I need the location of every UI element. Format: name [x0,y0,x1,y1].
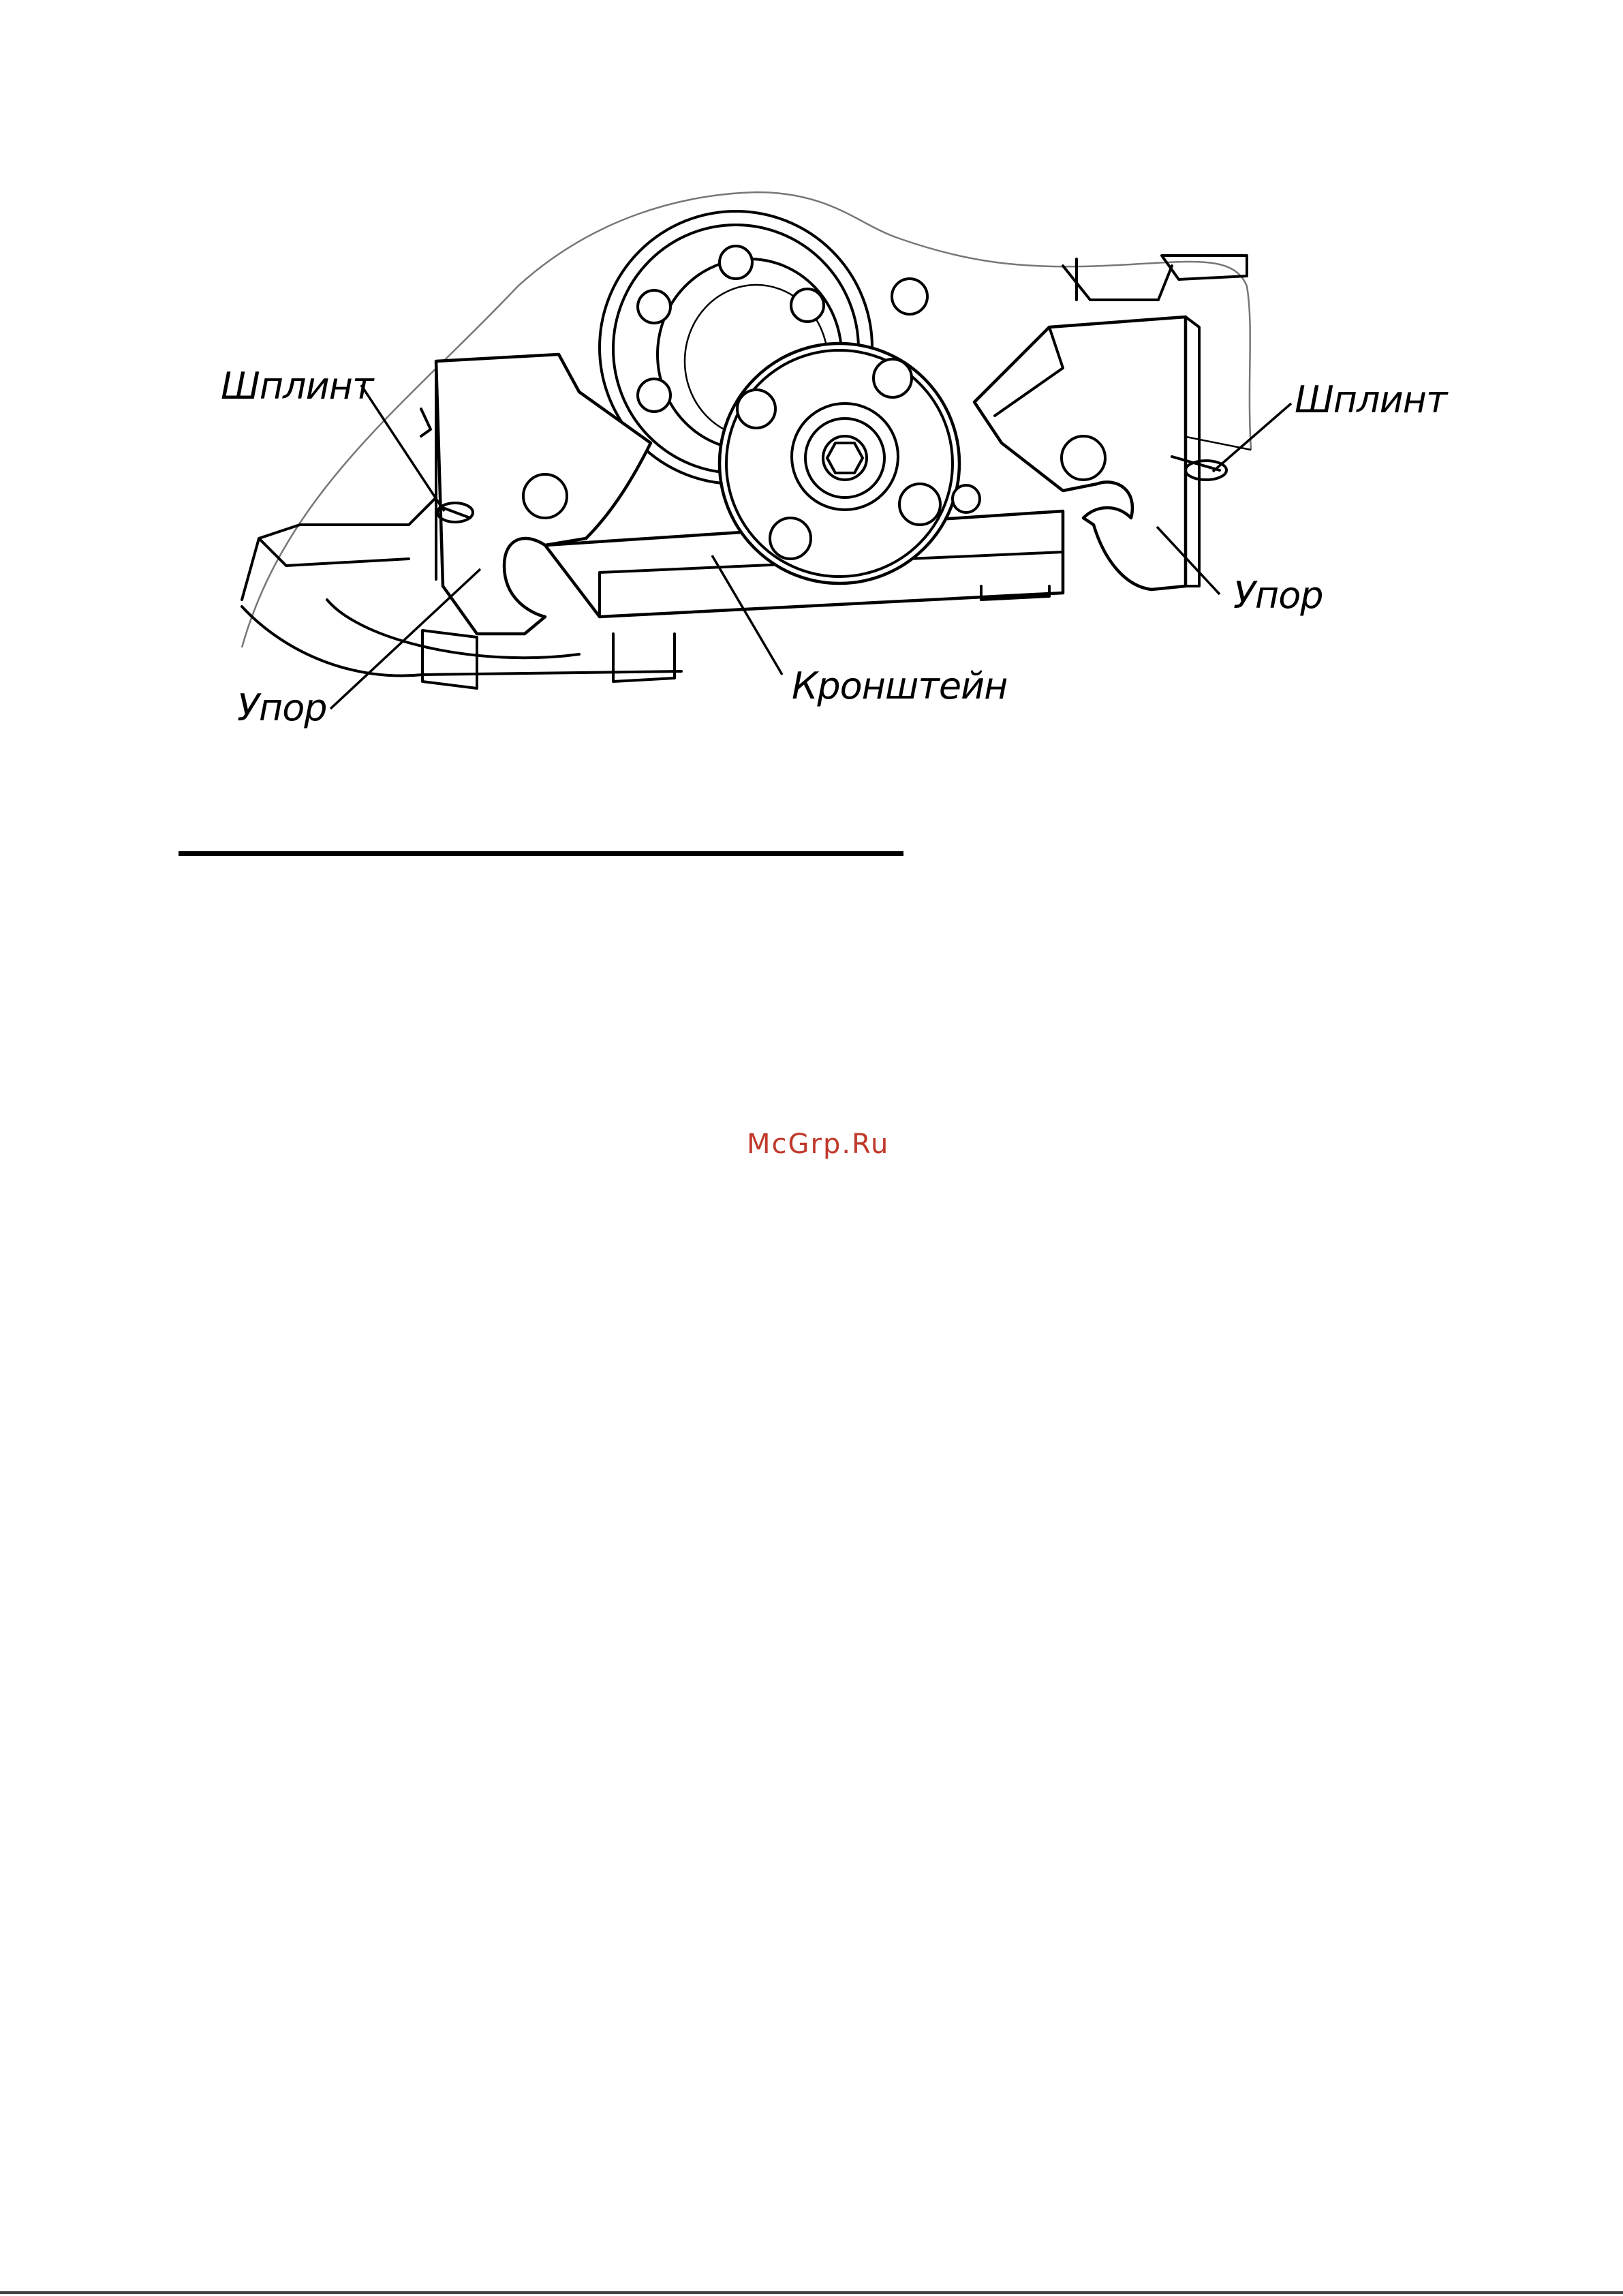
leader-stop-left [330,569,480,709]
label-cotter-pin-right: Шплинт [1295,378,1447,421]
page-bottom-rule [0,2291,1623,2294]
leader-cotter-pin-left [361,385,444,511]
stop-hole-left [523,474,567,518]
hub-bolt [638,379,670,412]
stop-hole-right [1062,436,1105,480]
label-cotter-pin-left: Шплинт [221,365,373,408]
flange-bolt [874,359,912,397]
leader-cotter-pin-right [1213,403,1291,472]
flange-bolt [737,390,775,428]
watermark: McGrp.Ru [747,1129,890,1160]
hub-bolt [892,279,927,314]
flange-bolt [899,484,940,525]
hub-bolt [791,289,824,322]
separator-line [179,851,903,856]
hub-bolt [638,290,670,323]
hub-bolt [720,246,752,279]
label-bracket: Кронштейн [792,664,1008,707]
label-stop-right: Упор [1233,574,1323,617]
label-stop-left: Упор [237,686,327,729]
flange-bolt [770,518,811,559]
